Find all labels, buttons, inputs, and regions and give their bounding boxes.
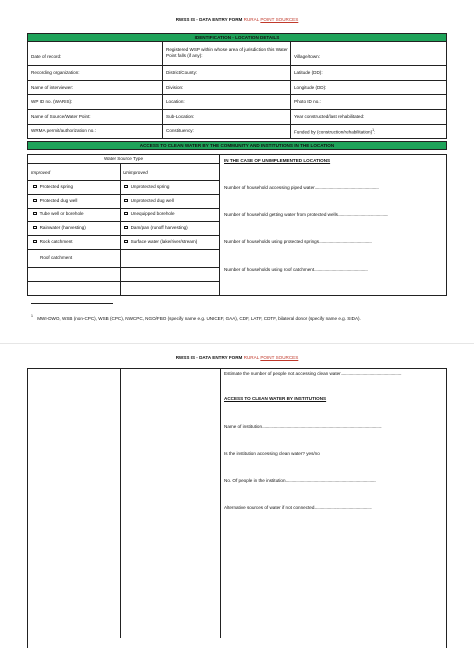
unimproved-item-unequipped-borehole[interactable]: [124, 211, 175, 217]
institution-accessing-clean-water[interactable]: [224, 451, 320, 457]
households-protected-springs[interactable]: Number of households using protected springs............................................................: [224, 239, 372, 244]
village-town-label: Village/town:: [294, 54, 320, 59]
households-roof-catchment[interactable]: Number of households using roof catchment.............................................................: [224, 267, 368, 272]
form-title-rural: RURAL: [243, 17, 261, 22]
unimplemented-box: [220, 154, 447, 296]
funded-by-label: Funded by (construction/rehabilitation)$^1$:: [294, 128, 375, 135]
latitude-label: Latitude (DD):: [294, 70, 323, 75]
unimproved-item-surface-water[interactable]: [124, 239, 197, 245]
unimproved-item-label: Unprotected dug well: [130, 198, 174, 203]
form-title-prefix: RWSS IS - DATA ENTRY FORM: [175, 355, 244, 360]
households-piped-water[interactable]: Number of household accessing piped water.........................................................................: [224, 185, 379, 190]
unimproved-item-label: Unprotected spring: [130, 184, 170, 189]
unimproved-label: Unimproved: [123, 170, 148, 175]
improved-item-tube-well[interactable]: [33, 211, 84, 217]
checkbox-icon[interactable]: [33, 199, 37, 203]
identification-header: [27, 33, 447, 42]
institutions-header: ACCESS TO CLEAN WATER BY INSTITUTIONS: [224, 396, 327, 401]
district-county-label: District/County:: [166, 70, 198, 75]
unimproved-item-dam-pan[interactable]: [124, 225, 188, 231]
improved-item-protected-spring[interactable]: [33, 184, 73, 190]
unimproved-item-label: Surface water (lake/river/stream): [130, 239, 198, 244]
improved-item-label: Protected spring: [39, 184, 74, 189]
date-of-record-label: Date of record:: [31, 54, 62, 59]
checkbox-icon[interactable]: [33, 185, 37, 189]
households-protected-springs-label: Number of households using protected springs: [224, 239, 319, 244]
improved-item-label: Rock catchment: [39, 239, 73, 244]
year-constructed-label: Year constructed/last rehabilitated:: [294, 114, 365, 119]
checkbox-icon[interactable]: [124, 240, 128, 244]
sub-location-label: Sub-Location:: [166, 114, 195, 119]
households-roof-catchment-label: Number of households using roof catchment: [224, 267, 315, 272]
wrma-permit-label: WRMA permit/authorization no.:: [31, 128, 96, 133]
improved-label: Improved: [31, 170, 51, 175]
unimproved-item-label: Dam/pan (runoff harvesting): [130, 225, 188, 230]
improved-item-label: Rainwater (harvesting): [39, 225, 86, 230]
footnote-marker: 1: [31, 314, 33, 318]
improved-item-protected-dug-well[interactable]: [33, 198, 77, 204]
form-title: [0, 17, 474, 23]
access-header: [27, 141, 447, 150]
checkbox-icon[interactable]: [124, 199, 128, 203]
estimate-people-not-accessing-label: Estimate the number of people not accessing clean water: [224, 371, 341, 376]
unimproved-item-unprotected-spring[interactable]: [124, 184, 169, 190]
form-title-rural: RURAL: [243, 355, 261, 360]
alternative-sources[interactable]: Alternative sources of water if not connected.................................................................: [224, 505, 372, 510]
form-title-point-sources: POINT SOURCES: [260, 17, 299, 22]
registered-wsp-label: Registered WSP within whose area of jurisdiction this Water Point falls (if any):: [166, 47, 288, 58]
form-title-point-sources: POINT SOURCES: [260, 355, 299, 360]
name-of-source-label: Name of Source/Water Point:: [31, 114, 91, 119]
funded-by-text: Funded by (construction/rehabilitation): [294, 129, 373, 135]
checkbox-icon[interactable]: [124, 226, 128, 230]
households-protected-wells-label: Number of household getting water from protected wells: [224, 212, 338, 217]
location-label: Location:: [166, 99, 185, 104]
identification-header-text: IDENTIFICATION - LOCATION DETAILS: [194, 34, 280, 40]
form-title-prefix: RWSS IS - DATA ENTRY FORM: [175, 17, 244, 22]
checkbox-icon[interactable]: [124, 212, 128, 216]
water-source-type-label: Water Source Type: [103, 156, 144, 161]
checkbox-icon[interactable]: [33, 226, 37, 230]
no-of-people-in-institution[interactable]: No. Of people in the institution.......................................................................................................: [224, 478, 376, 483]
improved-item-rock-catchment[interactable]: [33, 239, 73, 245]
page-separator: [0, 343, 474, 344]
form-title-page2: [0, 355, 474, 361]
no-of-people-in-institution-label: No. Of people in the institution: [224, 478, 286, 483]
footnote-text: MWI-DWO, WSB (non-CPC), WSB (CPC), NWCPC, NGO/FBO (specify name e.g. UNICEF, GAA), CDF, LATF, CDTF, bilateral donor (specify name e.g. SIDA).: [37, 315, 361, 321]
unimproved-item-label: Unequipped borehole: [130, 211, 175, 216]
improved-item-label: Tube well or borehole: [39, 211, 84, 216]
unimproved-item-unprotected-dug-well[interactable]: [124, 198, 174, 204]
alternative-sources-label: Alternative sources of water if not connected: [224, 505, 315, 510]
estimate-people-not-accessing[interactable]: Estimate the number of people not accessing clean water.....................................................................: [224, 371, 402, 376]
name-of-institution-label: Name of institution: [224, 424, 263, 429]
unimplemented-header: IN THE CASE OF UNIMPLEMENTED LOCATIONS: [224, 158, 331, 163]
division-label: Division:: [166, 85, 184, 90]
footnote: [31, 314, 451, 321]
footnote-divider: [31, 303, 113, 304]
name-of-institution[interactable]: Name of institution........................................................................................................................................: [224, 424, 382, 429]
access-header-text: ACCESS TO CLEAN WATER BY THE COMMUNITY AND INSTITUTIONS IN THE LOCATION: [139, 142, 335, 148]
improved-item-label: Protected dug well: [39, 198, 78, 203]
households-piped-water-label: Number of household accessing piped water: [224, 185, 315, 190]
households-protected-wells[interactable]: Number of household getting water from protected wells.........................................................: [224, 212, 388, 217]
recording-organization-label: Recording organization:: [31, 70, 80, 75]
photo-id-label: Photo ID no.:: [294, 99, 321, 104]
roof-catchment-label: Roof catchment: [40, 255, 73, 260]
funded-by-footnote-marker: 1: [372, 128, 375, 132]
improved-item-rainwater[interactable]: [33, 225, 86, 231]
checkbox-icon[interactable]: [33, 212, 37, 216]
wp-id-label: WP ID no. (WARIS):: [31, 99, 73, 104]
name-of-interviewer-label: Name of interviewer:: [31, 85, 74, 90]
constituency-label: Constituency:: [166, 128, 194, 133]
longitude-label: Longitude (DD):: [294, 85, 327, 90]
checkbox-icon[interactable]: [33, 240, 37, 244]
checkbox-icon[interactable]: [124, 185, 128, 189]
institution-accessing-clean-water-label: Is the institution accessing clean water? yes/no: [224, 451, 320, 456]
